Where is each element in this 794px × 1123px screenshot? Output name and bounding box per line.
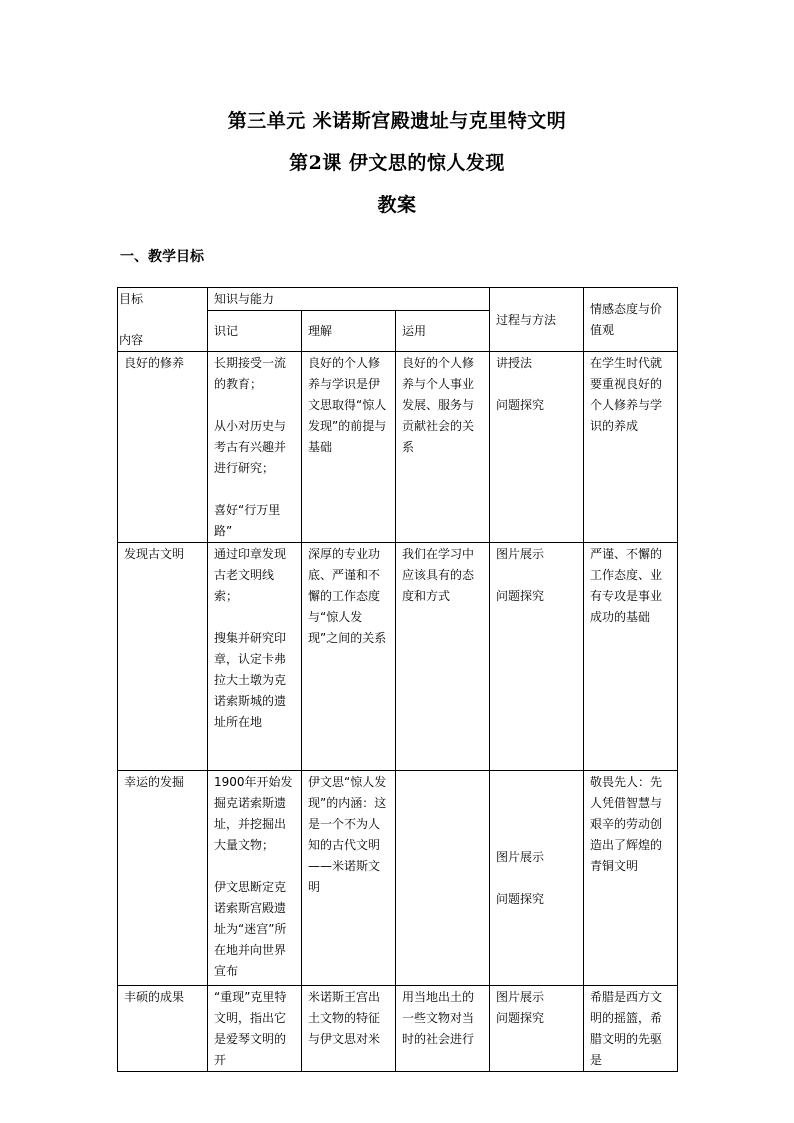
remember-item: 通过印章发现古老文明线索； (214, 547, 287, 603)
header-remember: 识记 (208, 311, 302, 352)
header-target: 目标 (119, 292, 144, 306)
row-apply: 良好的个人修养与个人事业发展、服务与贡献社会的关系 (396, 352, 490, 543)
section-heading: 一、教学目标 (120, 249, 204, 265)
doc-type-title: 教案 (377, 194, 417, 216)
process-item: 图片展示 (496, 547, 545, 561)
remember-item: 长期接受一流的教育； (214, 356, 287, 391)
lesson-title: 第2课 伊文思的惊人发现 (289, 152, 505, 174)
row-emotion: 敬畏先人：先人凭借智慧与艰辛的劳动创造出了辉煌的青铜文明 (584, 771, 678, 986)
row-emotion: 在学生时代就要重视良好的个人修养与学识的养成 (584, 352, 678, 543)
row-remember (208, 543, 302, 771)
table-row (118, 771, 678, 986)
process-item: 问题探究 (496, 1011, 545, 1025)
header-process: 过程与方法 (490, 288, 584, 352)
table-row (118, 352, 678, 543)
header-target-content-cell (118, 288, 208, 352)
header-knowledge: 知识与能力 (208, 288, 490, 311)
row-apply: 用当地出土的一些文物对当时的社会进行 (396, 986, 490, 1072)
process-item: 问题探究 (496, 398, 545, 412)
row-emotion: 严谨、不懈的工作态度、业有专攻是事业成功的基础 (584, 543, 678, 771)
row-apply: 我们在学习中应该具有的态度和方式 (396, 543, 490, 771)
row-process (490, 771, 584, 986)
header-apply: 运用 (396, 311, 490, 352)
remember-item: 喜好“行万里路” (214, 503, 281, 538)
header-content: 内容 (119, 333, 144, 347)
row-process (490, 352, 584, 543)
remember-item: 1900年开始发掘克诺索斯遗址，并挖掘出大量文物； (214, 775, 293, 852)
header-understand: 理解 (302, 311, 396, 352)
process-item: 问题探究 (496, 892, 545, 906)
row-process (490, 543, 584, 771)
header-emotion: 情感态度与价值观 (584, 288, 678, 352)
row-process (490, 986, 584, 1072)
row-apply (396, 771, 490, 986)
row-understand: 伊文思“惊人发现”的内涵：这是一个不为人知的古代文明——米诺斯文明 (302, 771, 396, 986)
row-remember: “重现”克里特文明，指出它是爱琴文明的开 (208, 986, 302, 1072)
row-understand: 米诺斯王宫出土文物的特征与伊文思对米 (302, 986, 396, 1072)
unit-title: 第三单元 米诺斯宫殿遗址与克里特文明 (227, 110, 567, 132)
row-topic: 发现古文明 (118, 543, 208, 771)
teaching-goals-table (117, 287, 678, 1072)
process-item: 问题探究 (496, 589, 545, 603)
process-item: 图片展示 (496, 990, 545, 1004)
row-emotion: 希腊是西方文明的摇篮，希腊文明的先驱是 (584, 986, 678, 1072)
remember-item: 伊文思断定克诺索斯宫殿遗址为“迷宫”所在地并向世界宣布 (214, 880, 287, 978)
row-understand: 良好的个人修养与学识是伊文思取得“惊人发现”的前提与基础 (302, 352, 396, 543)
process-item: 图片展示 (496, 850, 545, 864)
row-remember (208, 771, 302, 986)
row-topic: 幸运的发掘 (118, 771, 208, 986)
table-row (118, 543, 678, 771)
row-understand: 深厚的专业功底、严谨和不懈的工作态度与“惊人发现”之间的关系 (302, 543, 396, 771)
remember-item: 从小对历史与考古有兴趣并进行研究； (214, 419, 287, 475)
process-item: 讲授法 (496, 356, 533, 370)
row-topic: 丰硕的成果 (118, 986, 208, 1072)
table-row (118, 986, 678, 1072)
remember-item: 搜集并研究印章，认定卡弗拉大土墩为克诺索斯城的遗址所在地 (214, 631, 287, 729)
row-topic: 良好的修养 (118, 352, 208, 543)
row-remember (208, 352, 302, 543)
